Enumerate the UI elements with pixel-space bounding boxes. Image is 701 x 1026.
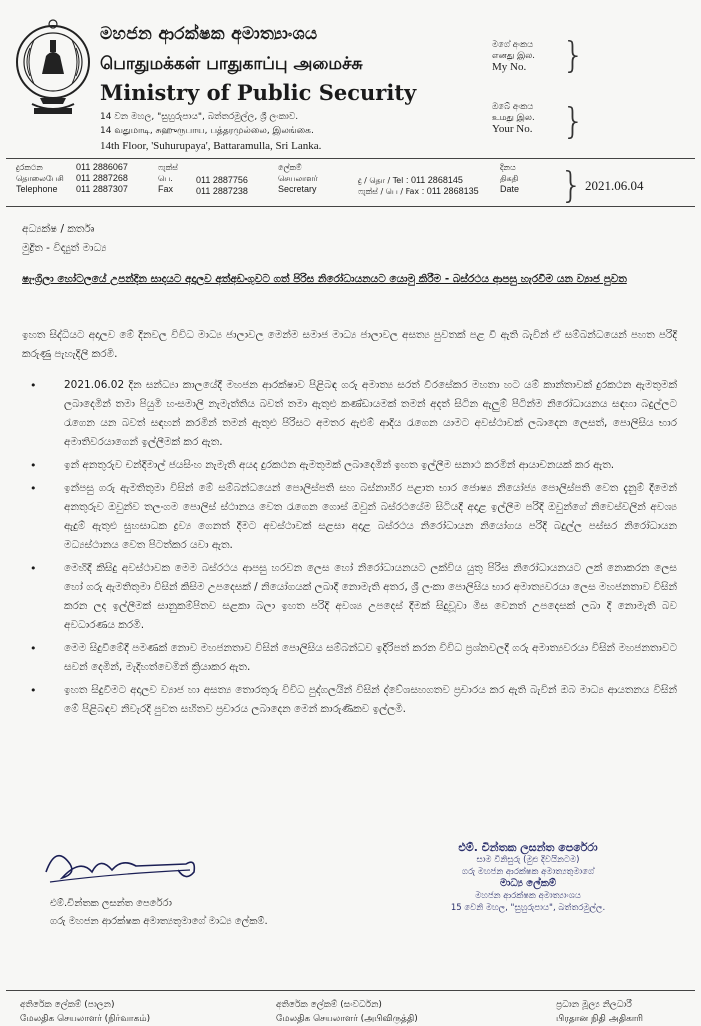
brace-icon: } bbox=[562, 101, 585, 142]
telephone-numbers: 011 2886067 011 2887268 011 2887307 bbox=[76, 162, 128, 194]
list-item: • ඉහත සිදුවීමට අදාලව ව්‍යාජ හා අසත්‍ය තොරතුරු විවිධ පුද්ගලයින් විසින් ද්වේශසහගතව ප්‍රචාරය කර ඇති බැවින් ඔබ මාධ්‍ය ආයතනය විසින් මේ පිළිබඳව නිවැරදි පුවත සහිතව ප්‍රචාරය ලබාදෙන මෙන් කාරුණිකව ඉල්ලමි. bbox=[30, 684, 677, 715]
ministry-name-tamil: பொதுமக்கள் பாதுகாப்பு அமைச்சு bbox=[100, 54, 363, 74]
fax-label: ෆැක්ස් பெ. Fax bbox=[158, 163, 178, 194]
signatory-name: එම්.චින්තක ලසන්ත පෙරේරා bbox=[50, 898, 172, 909]
secretary-contacts: දු / தொ / Tel : 011 2868145 ෆැක්ස් / பெ / Fax : 011 2868135 bbox=[358, 175, 479, 196]
address-english: 14th Floor, 'Suhurupaya', Battaramulla, Sri Lanka. bbox=[100, 140, 322, 152]
ministry-name-english: Ministry of Public Security bbox=[100, 80, 417, 105]
brace-icon: } bbox=[560, 165, 583, 206]
date-label: දිනය திகதி Date bbox=[500, 163, 520, 194]
list-item: • ඉන් අනතුරුව චන්දිමාල් ජයසිංහ නැමැති අයද දුරකථන ඇමතුමක් ලබාදෙමින් ඉහත ඉල්ලීම සනාථ කරමින් ආයාචනයක් කර ඇත. bbox=[30, 459, 615, 472]
sri-lanka-emblem-icon bbox=[12, 18, 94, 128]
footer-divider bbox=[6, 990, 695, 991]
addressee: අධ්‍යක්ෂ / කර්තෘ මුද්‍රිත - විද්‍යුත් මාධ්‍ය bbox=[22, 223, 107, 254]
letter-subject: ෂැංග්‍රිලා හෝටලයේ උපන්දින සාදයට අදාලව අත්අඩංගුවට ගත් පිරිස නිරෝධායනයට යොමු කිරීම - බස්රථය ආපසු හැරවීම යන ව්‍යාජ පුවත bbox=[22, 273, 627, 285]
address-tamil: 14 வதுமாடி, சுஹுருபாய, பத்தரமுல்லை, இலங்கை. bbox=[100, 126, 314, 136]
header-divider bbox=[6, 158, 695, 159]
bullet-list bbox=[22, 376, 677, 723]
footer-finance: ප්‍රධාන මූල්‍ය නිලධාරී பிரதான நிதி அதிகாரி bbox=[556, 1000, 644, 1024]
contact-divider bbox=[6, 206, 695, 207]
list-item: • මෙහිදී කිසිදු අවස්ථාවක මෙම බස්රථය ආපසු හරවන ලෙස හෝ නිරෝධායනයට ලක්විය යුතු පිරිස නිරෝධායනයට ලක් නොකරන ලෙස හෝ ගරු ඇමතිතුමා විසින් කිසිම උපදෙසක් / නියෝගයක් ලබාදී නොමැති අතර, ශ්‍රී ලංකා පොලිසිය භාර අමාත්‍යවරයා ලෙස මහජනතාව විසින් කරන ලද ඉල්ලීමක් සානුකම්පිතව සළකා බලා ඉහත පරිදි අවශ්‍ය උපදෙස් දීමක් සිදුවූවා මිස වෙනත් උපදෙසක් ලබා දී නොමැති බව අවධාරණය කරමි. bbox=[30, 562, 677, 631]
list-item: • 2021.06.02 දින සන්ධ්‍යා කාලයේදී මහජන ආරක්ෂාව පිළිබඳ ගරු අමාත්‍ය සරත් වීරසේකර මහතා හට යම් කාන්තාවක් දුරකථන ඇමතුමක් ලබාදෙමින් තමා පියුමි හංසමාලි නැමැත්තිය බවත් තමා ඇතුළු කණ්ඩායමක් තමන් අදත් සිටින ඇලුම් පිටින්ම නිරෝධායනය සඳහා බදුල්ලට රැගෙන යන බවත් සඳහන් කරමින් තමන් ඇතුළු පිරිසට අමතර ඇළුම් ආදිය රැගෙන යාමට අවස්ථාවක් ලබාදෙන ලෙසත්, පොලිසිය භාර අමාතිවරයාගෙන් ඉල්ලීමක් කර ඇත. bbox=[30, 379, 677, 448]
fax-numbers: 011 2887756 011 2887238 bbox=[196, 175, 248, 196]
brace-icon: } bbox=[562, 35, 585, 76]
footer-development: අතිරේක ලේකම් (සංවර්ධන) மேலதிக செயலாளர் (அபிவிருத்தி) bbox=[276, 1000, 418, 1024]
secretary-label: ලේකම් செயலாளர் Secretary bbox=[278, 163, 318, 194]
intro-paragraph: ඉහත සිද්ධියට අදාලව මේ දිනවල විවිධ මාධ්‍ය ජාලාවල මෙන්ම සමාජ මාධ්‍ය ජාලාවල අසත්‍ය පුවතක් පළ වී ඇති බැවින් ඒ සම්බන්ධයෙන් පහත පරිදි කරුණු පැහැදිලි කරමි. bbox=[22, 329, 677, 360]
handwritten-signature bbox=[40, 842, 210, 892]
ministry-name-sinhala: මහජන ආරක්ෂක අමාත්‍යාංශය bbox=[100, 24, 318, 44]
telephone-label: දුරකථන தொலைபேசி Telephone bbox=[16, 163, 64, 194]
my-number-block: මගේ අංකය எனது இல. My No. bbox=[492, 40, 535, 73]
address-sinhala: 14 වන මහල, "සුහුරුපාය", බත්තරමුල්ල, ශ්‍රී ලංකාව. bbox=[100, 112, 299, 122]
your-number-block: ඔබේ අංකය உமது இல. Your No. bbox=[492, 102, 535, 135]
list-item: • මෙම සිදුවීමේදී පමණක් නොව මහජනතාව විසින් පොලිසිය සම්බන්ධව ඉදිරිපත් කරන විවිධ ප්‍රශ්නවලදී ගරු අමාත්‍යවරයා විසින් මහජනතාවට සවන් දෙමින්, මැදිහත්වෙමින් ක්‍රියාකර ඇත. bbox=[30, 642, 677, 673]
letter-date: 2021.06.04 bbox=[585, 178, 644, 193]
official-stamp: එම්. චින්තක ලසන්ත පෙරේරා සාම විනිසුරු (මුළු දිවයිනටම) ගරු මහජන ආරක්ෂක අමාත්‍යතුමාගේ මාධ්‍ය ලේකම් මහජන ආරක්ෂක අමාත්‍යාංශය 15 වෙනි මහල, "සුහුරුපාය", බත්තරමුල්ල. bbox=[450, 841, 606, 913]
signatory-title: ගරු මහජන ආරක්ෂක අමාත්‍යතුමාගේ මාධ්‍ය ලේකම්. bbox=[50, 916, 268, 927]
footer-admin: අතිරේක ලේකම් (පාලන) மேலதிக செயலாளர் (நிர்வாகம்) bbox=[20, 1000, 151, 1024]
list-item: • ඉන්පසු ගරු ඇමතිතුමා විසින් මේ සම්බන්ධයෙන් පොලිස්පති සහ බස්නාහිර පළාත භාර ජොෂ්‍ය නියෝජ්‍ය පොලිස්පති වෙත දැනුම් දීමෙන් අනතුරුව ඔවුන්ව තලංගම පොලිස් ස්ථානය වෙත රැගෙන ගොස් ඔවුන් බස්රථයේම සිටියදී අදාළ ඉල්ලීම පරිදි ඔවුන්ගේ නිවෙස්වලින් අවශ්‍ය ඇදුම් ඇතුළු සුහසාධක ද්‍රව්‍ය ගෙනත් දීමට අවස්ථාවක් සළසා අදාළ බස්රථය නිරෝධායන නියෝගය පරිදි බදුල්ල පස්සර නිරෝධායන මධ්‍යස්ථානය වෙත පිටත්කර යවා ඇත. bbox=[30, 482, 677, 551]
